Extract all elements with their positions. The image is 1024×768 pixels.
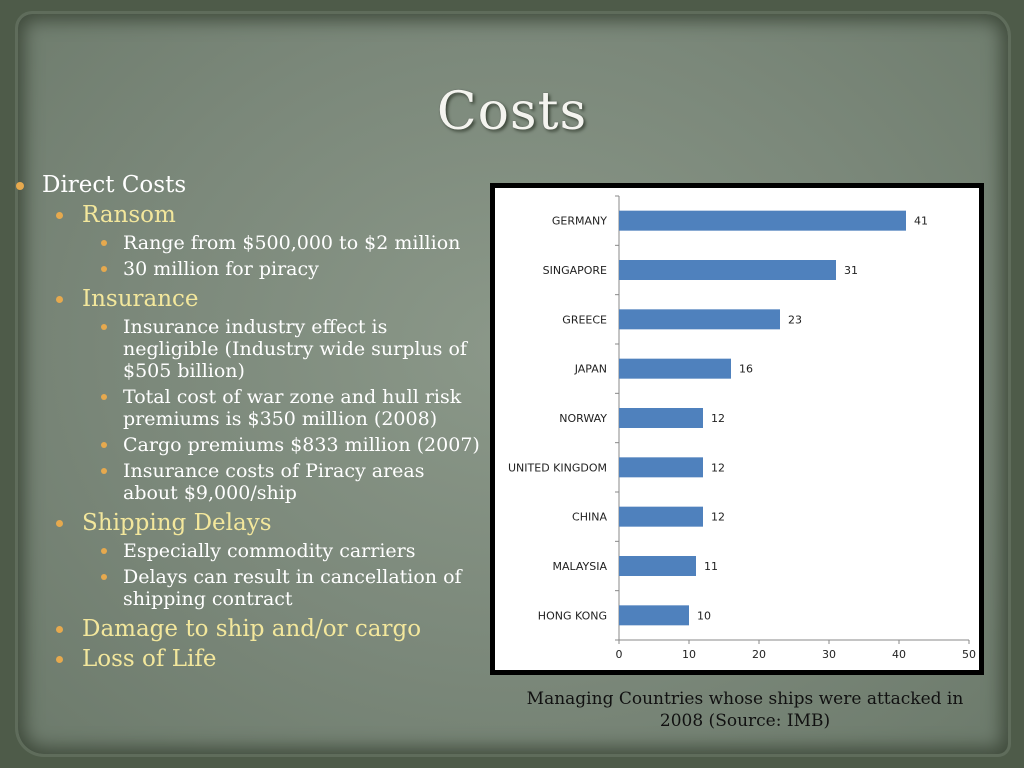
chart-frame [490, 183, 984, 675]
category-label: UNITED KINGDOM [508, 461, 607, 475]
x-tick-label: 50 [962, 648, 976, 661]
bullet-level3 [12, 232, 482, 254]
x-tick-label: 10 [682, 648, 696, 661]
bullet-level3 [12, 566, 482, 610]
bullet-text: Cargo premiums $833 million (2007) [123, 434, 480, 456]
bullet-text: Insurance industry effect is negligible (Industry wide surplus of $505 billion) [123, 316, 467, 382]
category-label: HONG KONG [537, 609, 607, 623]
bullet-level2 [12, 508, 482, 538]
bullet-dot-icon [56, 626, 63, 633]
bullet-dot-icon [56, 520, 63, 527]
bar [619, 457, 703, 477]
data-label: 41 [914, 214, 928, 228]
bullet-level3 [12, 258, 482, 280]
bullet-text: Especially commodity carriers [123, 540, 416, 562]
data-label: 12 [711, 412, 725, 425]
bar [619, 507, 703, 527]
bullet-text: Insurance costs of Piracy areas about $9,000/ship [123, 460, 425, 504]
bullet-dot-icon [101, 394, 107, 400]
bullet-text: Insurance [82, 286, 199, 312]
bar [619, 359, 731, 379]
category-label: MALAYSIA [552, 560, 607, 573]
bullet-text: Delays can result in cancellation of shipping contract [123, 566, 462, 610]
bullet-dot-icon [56, 296, 63, 303]
bullet-level2 [12, 284, 482, 314]
bullet-level1 [12, 170, 482, 200]
data-label: 12 [711, 510, 725, 524]
bullet-dot-icon [101, 548, 107, 554]
x-tick-label: 30 [822, 648, 836, 661]
bullet-text: Loss of Life [82, 646, 217, 672]
chart-caption: Managing Countries whose ships were attacked in 2008 (Source: IMB) [526, 689, 964, 731]
bullet-list [12, 170, 482, 674]
bullet-text: Range from $500,000 to $2 million [123, 232, 461, 254]
category-label: NORWAY [559, 412, 607, 425]
bullet-text: 30 million for piracy [123, 258, 319, 280]
bar [619, 605, 689, 625]
bullet-text: Damage to ship and/or cargo [82, 616, 422, 642]
bullet-text: Ransom [82, 202, 176, 228]
category-label: SINGAPORE [542, 264, 607, 277]
bullet-dot-icon [101, 468, 107, 474]
bar [619, 260, 836, 280]
data-label: 10 [697, 609, 711, 623]
category-label: GERMANY [551, 214, 607, 228]
bullet-dot-icon [101, 266, 107, 272]
bullet-level2 [12, 200, 482, 230]
bar-chart [495, 188, 979, 670]
bullet-text: Direct Costs [42, 172, 187, 198]
category-label: JAPAN [574, 362, 607, 376]
data-label: 12 [711, 461, 725, 475]
bullet-level3 [12, 460, 482, 504]
bullet-level3 [12, 434, 482, 456]
bar [619, 408, 703, 428]
bullet-level2 [12, 614, 482, 644]
bullet-dot-icon [16, 182, 24, 190]
category-label: CHINA [572, 510, 607, 524]
bullet-dot-icon [101, 442, 107, 448]
data-label: 31 [844, 264, 858, 277]
bullet-dot-icon [56, 212, 63, 219]
bar [619, 211, 906, 231]
bar [619, 309, 780, 329]
slide-title: Costs [436, 82, 588, 142]
bullet-text: Total cost of war zone and hull risk premiums is $350 million (2008) [123, 386, 462, 430]
bullet-text: Shipping Delays [82, 510, 272, 536]
x-tick-label: 0 [615, 648, 623, 661]
x-tick-label: 40 [892, 648, 906, 661]
bullet-dot-icon [101, 324, 107, 330]
bullet-level3 [12, 540, 482, 562]
bullet-dot-icon [101, 240, 107, 246]
data-label: 23 [788, 313, 802, 327]
data-label: 16 [739, 362, 753, 376]
x-tick-label: 20 [752, 648, 766, 661]
bullet-dot-icon [56, 656, 63, 663]
data-label: 11 [704, 560, 718, 573]
bullet-dot-icon [101, 574, 107, 580]
category-label: GREECE [562, 313, 607, 327]
bullet-level3 [12, 386, 482, 430]
bar [619, 556, 696, 576]
bullet-level3 [12, 316, 482, 382]
bullet-level2 [12, 644, 482, 674]
